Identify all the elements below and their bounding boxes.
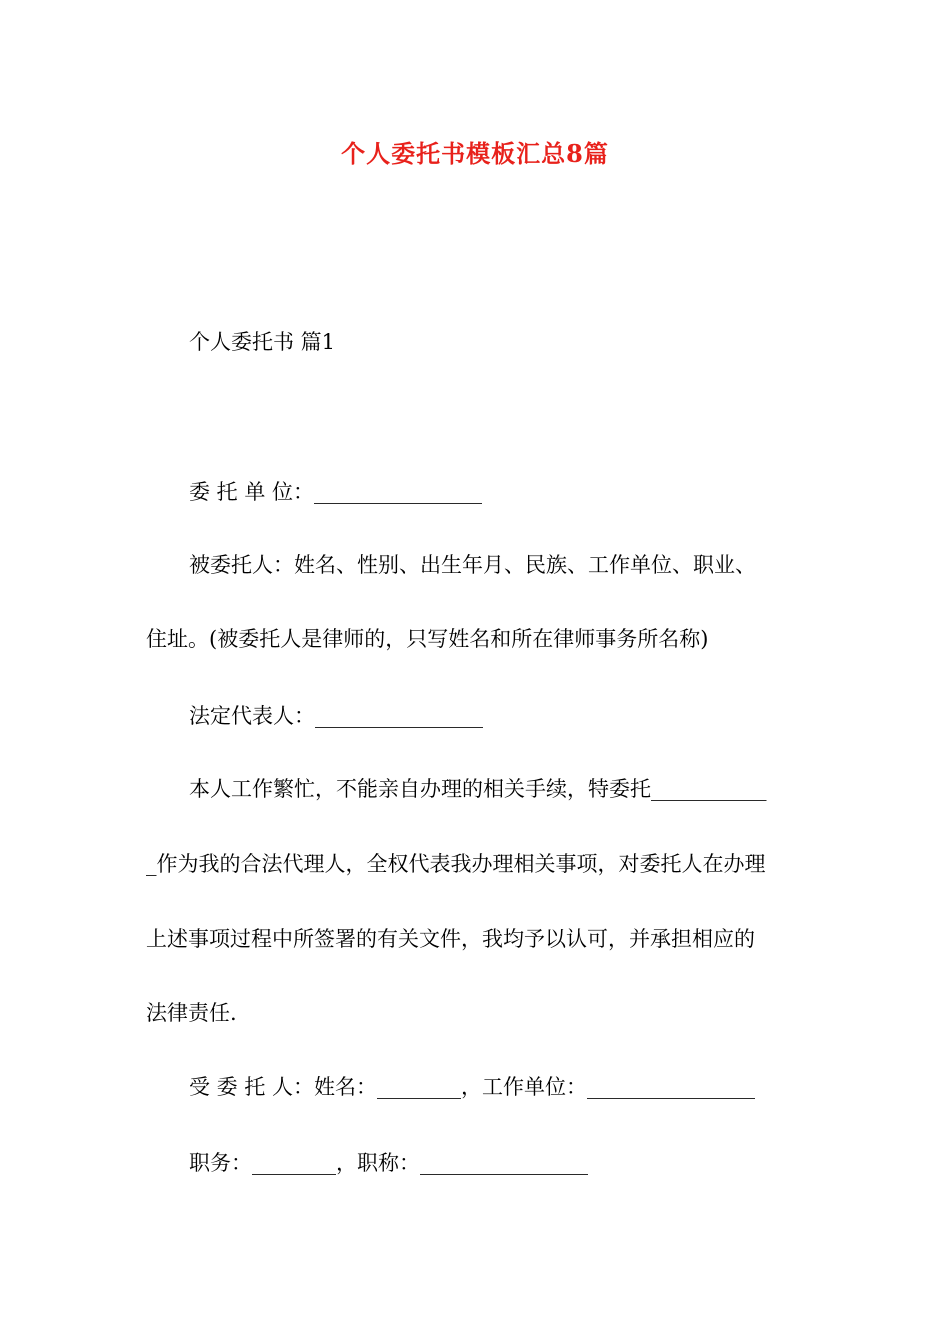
line-position: 职务：________，职称：________________ (189, 1151, 588, 1175)
line-body-4: 法律责任. (146, 1001, 237, 1025)
line-entrusted-person: 被委托人：姓名、性别、出生年月、民族、工作单位、职业、 (189, 553, 756, 577)
line-entrusting-unit: 委 托 单 位：________________ (189, 480, 483, 504)
section-heading: 个人委托书 篇1 (189, 330, 336, 354)
line-legal-representative: 法定代表人：________________ (189, 704, 483, 728)
line-body-1: 本人工作繁忙，不能亲自办理的相关手续，特委托___________ (189, 777, 767, 801)
line-body-3: 上述事项过程中所签署的有关文件，我均予以认可，并承担相应的 (146, 927, 755, 951)
document-title: 个人委托书模板汇总8篇 (341, 139, 609, 168)
line-entrustee: 受 委 托 人：姓名：________，工作单位：________________ (189, 1075, 756, 1099)
line-address: 住址。(被委托人是律师的，只写姓名和所在律师事务所名称) (146, 627, 709, 651)
line-body-2: _作为我的合法代理人，全权代表我办理相关事项，对委托人在办理 (146, 852, 766, 876)
